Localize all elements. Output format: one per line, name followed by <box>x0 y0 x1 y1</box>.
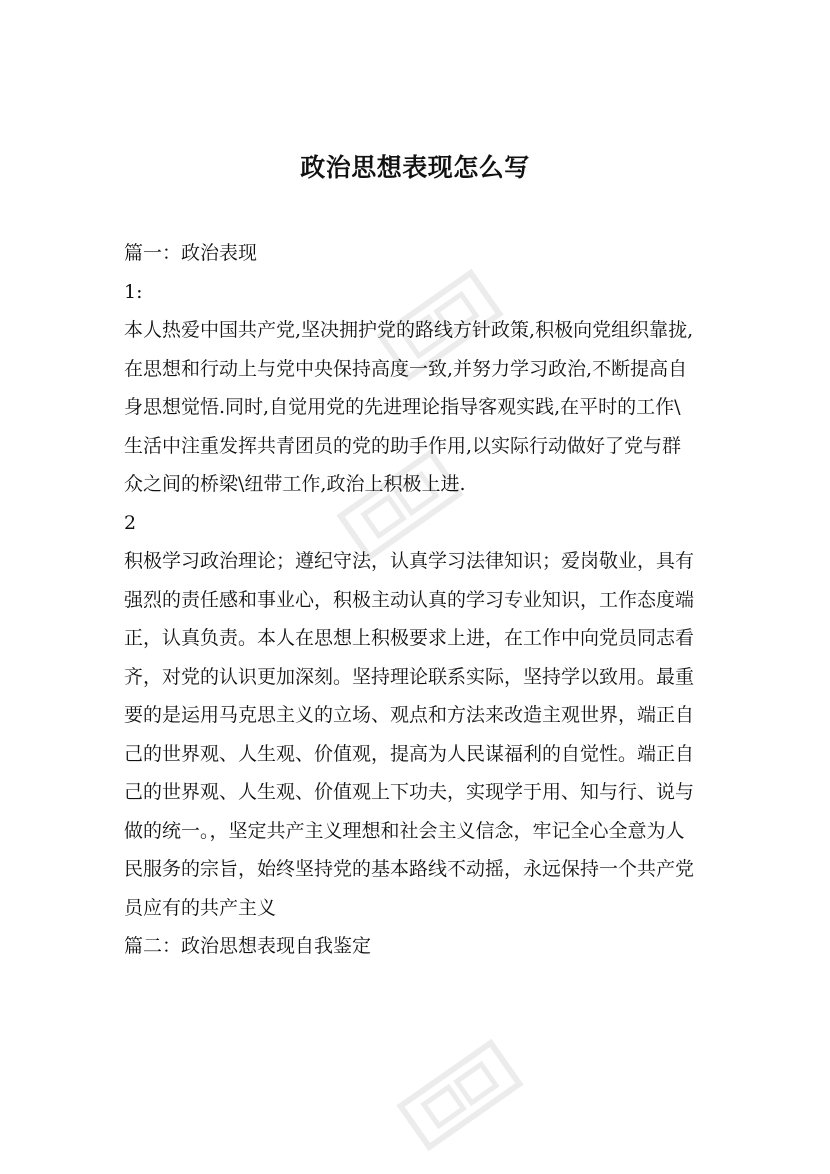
paragraph-line: 在思想和行动上与党中央保持高度一致,并努力学习政治,不断提高自 <box>124 357 688 380</box>
section-heading: 篇一：政治表现 <box>124 242 258 264</box>
document-body <box>124 234 714 966</box>
paragraph-line: 本人热爱中国共产党,坚决拥护党的路线方针政策,积极向党组织靠拢, <box>124 319 694 341</box>
paragraph-line: 己的世界观、人生观、价值观，提高为人民谋福利的自觉性。端正自 <box>124 742 695 765</box>
paragraph-line: 生活中注重发挥共青团员的党的助手作用,以实际行动做好了党与群 <box>124 434 682 457</box>
paragraph-line: 积极学习政治理论；遵纪守法，认真学习法律知识；爱岗敬业，具有 <box>124 550 695 572</box>
section-heading: 篇二：政治思想表现自我鉴定 <box>124 935 372 957</box>
paragraph-line: 身思想觉悟.同时,自觉用党的先进理论指导客观实践,在平时的工作\ <box>124 396 681 418</box>
paragraph-line: 众之间的桥梁\纽带工作,政治上积极上进. <box>124 473 466 495</box>
paragraph-line: 员应有的共产主义 <box>124 896 277 919</box>
paragraph-line: 正，认真负责。本人在思想上积极要求上进，在工作中向党员同志看 <box>124 627 695 649</box>
paragraph-line: 要的是运用马克思主义的立场、观点和方法来改造主观世界，端正自 <box>124 704 695 726</box>
paragraph-line: 己的世界观、人生观、价值观上下功夫，实现学于用、知与行、说与 <box>124 781 695 803</box>
paragraph-line: 做的统一。，坚定共产主义理想和社会主义信念，牢记全心全意为人 <box>124 819 685 842</box>
paragraph-line: 齐，对党的认识更加深刻。坚持理论联系实际，坚持学以致用。最重 <box>124 665 695 688</box>
watermark-icon <box>391 1032 529 1158</box>
item-number: 2 <box>124 511 137 534</box>
paragraph-line: 民服务的宗旨，始终坚持党的基本路线不动摇，永远保持一个共产党 <box>124 858 695 880</box>
item-number: 1: <box>124 280 143 303</box>
document-title: 政治思想表现怎么写 <box>300 153 530 182</box>
paragraph-line: 强烈的责任感和事业心，积极主动认真的学习专业知识，工作态度端 <box>124 588 695 611</box>
